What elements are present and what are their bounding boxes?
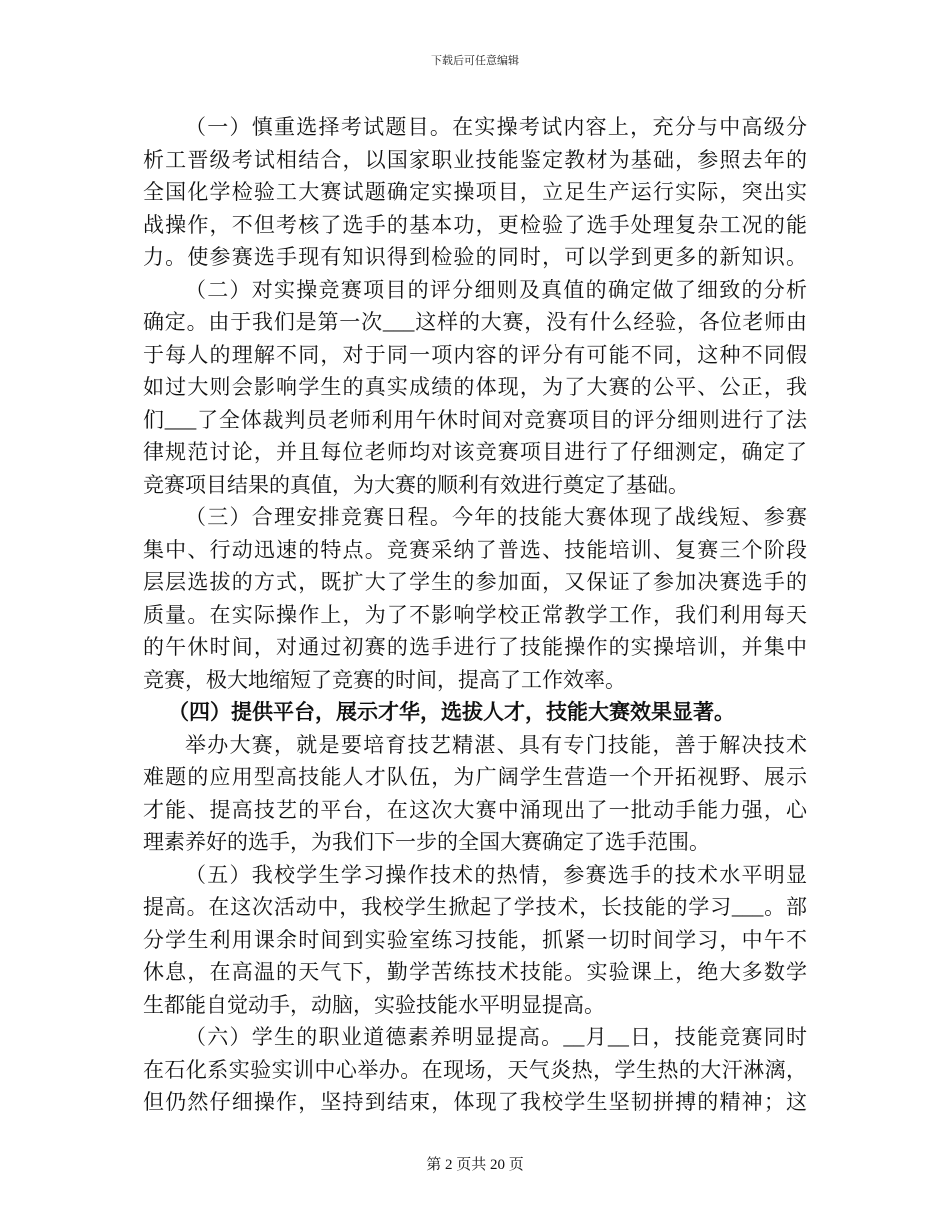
paragraph-line: 质量。在实际操作上，为了不影响学校正常教学工作，我们利用每天 — [143, 602, 807, 627]
paragraph-line: 的午休时间，对通过初赛的选手进行了技能操作的实操培训，并集中 — [143, 635, 807, 659]
paragraph-line: 理素养好的选手，为我们下一步的全国大赛确定了选手范围。 — [143, 830, 710, 854]
paragraph-line: 难题的应用型高技能人才队伍，为广阔学生营造一个开拓视野、展示 — [143, 765, 807, 789]
paragraph-line: 但仍然仔细操作，坚持到结束，体现了我校学生坚韧拼搏的精神；这 — [143, 1090, 807, 1114]
paragraph-line: 才能、提高技艺的平台，在这次大赛中涌现出了一批动手能力强，心 — [143, 797, 807, 822]
paragraph-line: 层层选拔的方式，既扩大了学生的参加面，又保证了参加决赛选手的 — [143, 570, 807, 594]
page-number-footer: 第 2 页共 20 页 — [426, 1157, 524, 1173]
paragraph-line: （一）慎重选择考试题目。在实操考试内容上，充分与中高级分 — [185, 115, 807, 139]
paragraph-line: 们___了全体裁判员老师利用午休时间对竞赛项目的评分细则进行了法 — [143, 407, 807, 432]
paragraph-3 — [143, 501, 807, 696]
section-heading — [143, 696, 807, 729]
paragraph-1 — [143, 111, 807, 274]
paragraph-2 — [143, 274, 807, 502]
paragraph-line: 全国化学检验工大赛试题确定实操项目，立足生产运行实际，突出实 — [143, 180, 807, 204]
paragraph-line: 战操作，不但考核了选手的基本功，更检验了选手处理复杂工况的能 — [143, 212, 807, 237]
paragraph-line: 于每人的理解不同，对于同一项内容的评分有可能不同，这种不同假 — [143, 342, 807, 367]
paragraph-4 — [143, 729, 807, 859]
paragraph-line: 在石化系实验实训中心举办。在现场，天气炎热，学生热的大汗淋漓， — [143, 1057, 807, 1082]
paragraph-line: 分学生利用课余时间到实验室练习技能，抓紧一切时间学习，中午不 — [143, 927, 807, 952]
paragraph-line: 如过大则会影响学生的真实成绩的体现，为了大赛的公平、公正，我 — [143, 375, 807, 399]
paragraph-line: 提高。在这次活动中，我校学生掀起了学技术，长技能的学习___。部 — [143, 895, 807, 919]
paragraph-line: （三）合理安排竞赛日程。今年的技能大赛体现了战线短、参赛 — [185, 505, 807, 529]
paragraph-line: 析工晋级考试相结合，以国家职业技能鉴定教材为基础，参照去年的 — [143, 147, 807, 172]
paragraph-line: 举办大赛，就是要培育技艺精湛、具有专门技能，善于解决技术 — [185, 732, 807, 757]
paragraph-6 — [143, 1021, 807, 1119]
paragraph-5 — [143, 859, 807, 1022]
paragraph-line: 律规范讨论，并且每位老师均对该竞赛项目进行了仔细测定，确定了 — [143, 440, 807, 464]
paragraph-line: 竞赛项目结果的真值，为大赛的顺利有效进行奠定了基础。 — [143, 472, 689, 497]
section-heading-line: （四）提供平台，展示才华，选拔人才，技能大赛效果显著。 — [168, 700, 735, 724]
paragraph-line: （六）学生的职业道德素养明显提高。__月__日，技能竞赛同时 — [185, 1025, 807, 1049]
document-body — [143, 111, 807, 1119]
paragraph-line: 竞赛，极大地缩短了竞赛的时间，提高了工作效率。 — [143, 667, 626, 692]
paragraph-line: 确定。由于我们是第一次___这样的大赛，没有什么经验，各位老师由 — [143, 310, 807, 334]
paragraph-line: （五）我校学生学习操作技术的热情，参赛选手的技术水平明显 — [185, 862, 807, 887]
paragraph-line: 休息，在高温的天气下，勤学苦练技术技能。实验课上，绝大多数学 — [143, 960, 807, 984]
paragraph-line: 集中、行动迅速的特点。竞赛采纳了普选、技能培训、复赛三个阶段 — [143, 537, 807, 562]
page-header: 下载后可任意编辑 — [431, 55, 519, 67]
paragraph-line: （二）对实操竞赛项目的评分细则及真值的确定做了细致的分析 — [185, 277, 807, 302]
paragraph-line: 生都能自觉动手，动脑，实验技能水平明显提高。 — [143, 992, 605, 1017]
paragraph-line: 力。使参赛选手现有知识得到检验的同时，可以学到更多的新知识。 — [143, 245, 807, 269]
